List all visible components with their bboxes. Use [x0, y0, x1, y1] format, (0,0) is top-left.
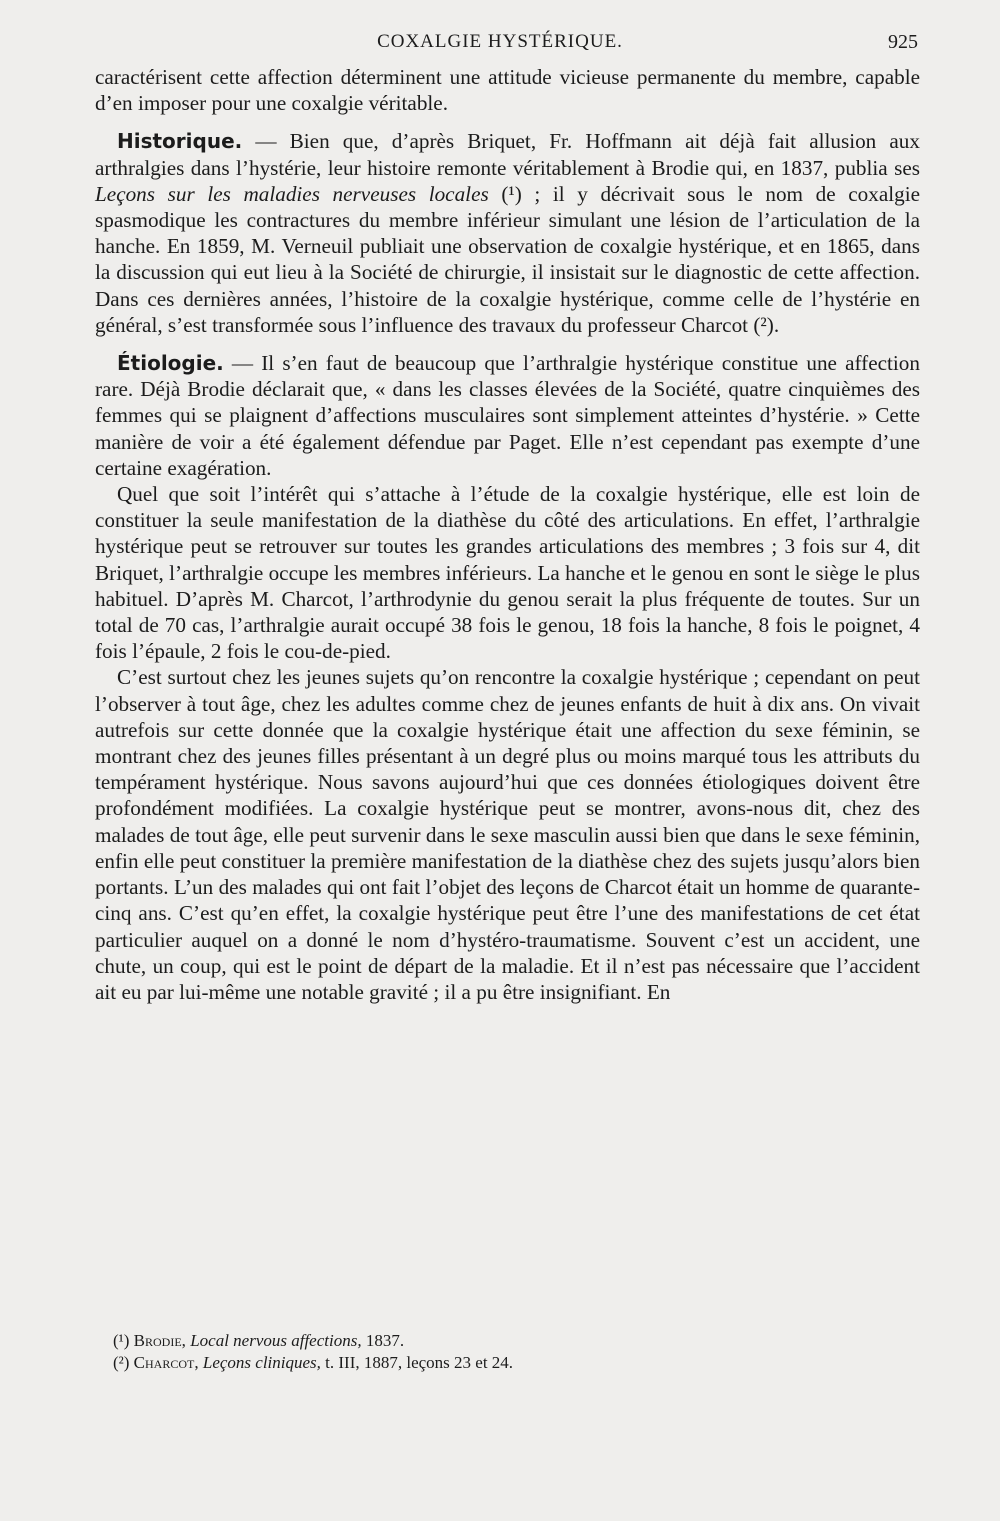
historique-text-a: — Bien que, d’après Briquet, Fr. Hoffmann ait déjà fait allusion aux arthralgies dans l’hystérie, leur histoire remonte véritablement à Brodie qui, en 1837, publia ses — [95, 129, 920, 180]
footnote-ref-2: (²) — [753, 312, 774, 337]
footnote-title: Local nervous affections, — [190, 1331, 362, 1350]
historique-text-end: . — [773, 312, 780, 337]
footnote-1 — [113, 1330, 913, 1352]
footnote-2 — [113, 1352, 913, 1374]
body-text — [95, 64, 920, 1005]
paragraph-articulations: Quel que soit l’intérêt qui s’attache à l’étude de la coxalgie hystérique, elle est loin de constituer la seule manifestation de la diathèse du côté des articulations. En effet, l’arthralgie hystérique peut se retrouver sur toutes les grandes articulations des membres ; 3 fois sur 4, dit Briquet, l’arthralgie occupe les membres inférieurs. La hanche et le genou en sont le siège le plus habituel. D’après M. Charcot, l’arthrodynie du genou serait la plus fréquente de toutes. Sur un total de 70 cas, l’arthralgie aurait occupé 38 fois le genou, 18 fois la hanche, 8 fois le poignet, 4 fois l’épaule, 2 fois le cou-de-pied. — [95, 482, 920, 664]
section-heading-historique: Historique. — [117, 129, 243, 154]
footnote-author: Charcot, — [133, 1353, 199, 1372]
paragraph-etiologie — [95, 350, 920, 481]
footnote-ref-1: (¹) — [501, 181, 522, 206]
book-title-italic: Leçons sur les maladies nerveuses locales — [95, 181, 489, 206]
footnotes — [113, 1330, 913, 1374]
footnote-mark: (²) — [113, 1353, 130, 1372]
paragraph-jeunes-sujets: C’est surtout chez les jeunes sujets qu’on rencontre la coxalgie hystérique ; cependant on peut l’observer à tout âge, chez les adultes comme chez de jeunes enfants de huit à dix ans. On vivait autrefois sur cette donnée que la coxalgie hystérique était une affection du sexe féminin, se montrant chez des jeunes filles présentant à un degré plus ou moins marqué tous les attributs du tempérament hystérique. Nous savons aujourd’hui que ces données étiologiques doivent être profondément modifiées. La coxalgie hystérique peut se montrer, avons-nous dit, chez des malades de tout âge, elle peut survenir dans le sexe masculin aussi bien que dans le sexe féminin, enfin elle peut constituer la première manifestation de la diathèse chez des sujets jusqu’alors bien portants. L’un des malades qui ont fait l’objet des leçons de Charcot était un homme de quarante-cinq ans. C’est qu’en effet, la coxalgie hystérique peut être l’une des manifestations de cet état particulier auquel on a donné le nom d’hystéro-traumatisme. Souvent c’est un accident, une chute, un coup, qui est le point de départ de la maladie. Et il n’est pas nécessaire que l’accident ait eu par lui-même une notable gravité ; il a pu être insignifiant. En — [95, 665, 920, 1004]
section-heading-etiologie: Étiologie. — [117, 351, 224, 376]
etiologie-text: — Il s’en faut de beaucoup que l’arthralgie hystérique constitue une affection rare. Déjà Brodie déclarait que, « dans les classes élevées de la Société, quatre cinquièmes des femmes qui se plaignent d’affections musculaires sont simplement atteintes d’hystérie. » Cette manière de voir a été également défendue par Paget. Elle n’est cependant pas exempte d’une certaine exagération. — [95, 351, 920, 480]
footnote-mark: (¹) — [113, 1331, 130, 1350]
historique-text-b: ; il y décrivait sous le nom de coxalgie spasmodique les contractures du membre inférieur simulant une lésion de l’articulation de la hanche. En 1859, M. Verneuil publiait une observation de coxalgie hystérique, et en 1865, dans la discussion qui eut lieu à la Société de chirurgie, il insistait sur le diagnostic de cette affection. Dans ces dernières années, l’histoire de la coxalgie hystérique, comme celle de l’hystérie en général, s’est transformée sous l’influence des travaux du professeur Charcot — [95, 181, 920, 337]
footnote-rest: 1837. — [361, 1331, 405, 1350]
page-number: 925 — [888, 31, 918, 53]
running-title: COXALGIE HYSTÉRIQUE. — [377, 31, 623, 52]
footnote-title: Leçons cliniques, — [202, 1353, 321, 1372]
footnote-rest: t. III, 1887, leçons 23 et 24. — [320, 1353, 514, 1372]
footnote-author: Brodie, — [133, 1331, 186, 1350]
page-header — [0, 31, 1000, 61]
paragraph-historique — [95, 128, 920, 338]
paragraph-intro: caractérisent cette affection déterminent une attitude vicieuse permanente du membre, capable d’en imposer pour une coxalgie véritable. — [95, 65, 920, 116]
